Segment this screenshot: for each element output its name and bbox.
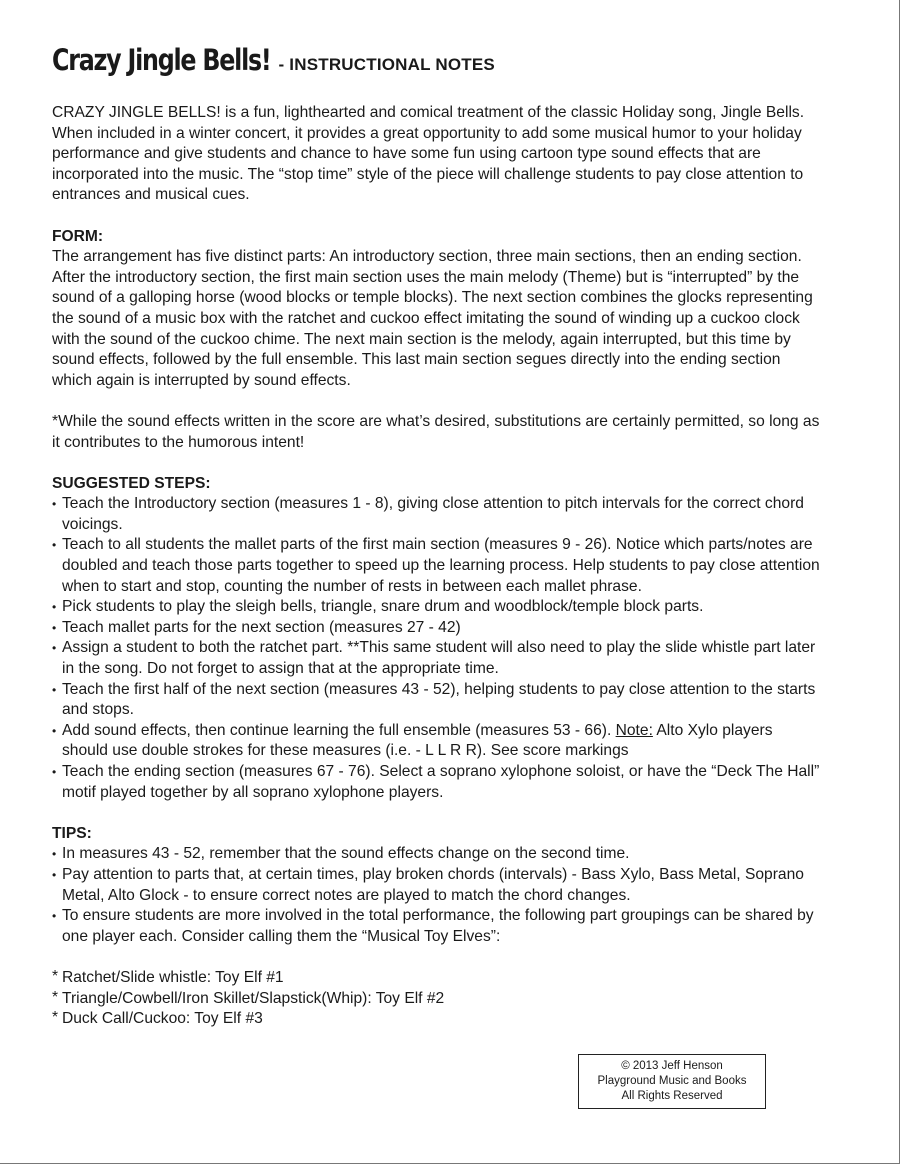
copyright-line: © 2013 Jeff Henson (621, 1060, 723, 1072)
copyright-line: Playground Music and Books (597, 1075, 747, 1087)
list-item: • Teach to all students the mallet parts of the first main section (measures 9 - 26). Notice which parts/notes are doubled and teach those parts together to speed up the learning process. Help students to pay close attention when to start and stop, counting the number of rests in between each mallet phrase. (52, 535, 822, 597)
substitution-note: *While the sound effects written in the score are what’s desired, substitutions are certainly permitted, so long as it contributes to the humorous intent! (52, 412, 820, 451)
copyright-line: All Rights Reserved (621, 1090, 723, 1102)
list-item: • Teach the first half of the next section (measures 43 - 52), helping students to pay close attention to the starts and stops. (52, 680, 822, 721)
intro-paragraph: CRAZY JINGLE BELLS! is a fun, lighthearted and comical treatment of the classic Holiday song, Jingle Bells. When included in a winter concert, it provides a great opportunity to add some musical humor to your holiday performance and give students and chance to have some fun using cartoon type sound effects that are incorporated into the music. The “stop time” style of the piece will challenge students to pay close attention to entrances and musical cues. (52, 104, 805, 204)
list-item: • Pick students to play the sleigh bells, triangle, snare drum and woodblock/temple block parts. (52, 597, 822, 618)
list-item: • Assign a student to both the ratchet part. **This same student will also need to play the slide whistle part later in the song. Do not forget to assign that at the appropriate time. (52, 638, 822, 679)
document-content (52, 43, 822, 1030)
note-label: Note: (615, 721, 653, 739)
list-item: * Duck Call/Cuckoo: Toy Elf #3 (52, 1009, 822, 1030)
list-item (52, 721, 822, 762)
list-item: * Triangle/Cowbell/Iron Skillet/Slapstick(Whip): Toy Elf #2 (52, 989, 822, 1010)
list-item: • Pay attention to parts that, at certain times, play broken chords (intervals) - Bass Xylo, Bass Metal, Soprano Metal, Alto Glock - to ensure correct notes are played to match the chord changes. (52, 865, 822, 906)
copyright-box (578, 1054, 766, 1109)
step-text: Alto Xylo players should use double strokes for these measures (i.e. - L L R R). See score markings (62, 721, 773, 760)
list-item: * Ratchet/Slide whistle: Toy Elf #1 (52, 968, 822, 989)
list-item: • Teach the Introductory section (measures 1 - 8), giving close attention to pitch intervals for the correct chord voicings. (52, 494, 822, 535)
tips-list (52, 844, 822, 947)
list-item: • To ensure students are more involved in the total performance, the following part groupings can be shared by one player each. Consider calling them the “Musical Toy Elves”: (52, 906, 822, 947)
tips-heading: TIPS: (52, 824, 92, 842)
form-paragraph: The arrangement has five distinct parts: An introductory section, three main sections, then an ending section. After the introductory section, the first main section uses the main melody (Theme) but is “interrupted” by the sound of a galloping horse (wood blocks or temple blocks). The next section combines the glocks representing the sound of a music box with the ratchet and cuckoo effect imitating the sound of winding up a cuckoo clock with the sound of the cuckoo chime. The next main section is the melody, again interrupted, but this time by sound effects, followed by the full ensemble. This last main section segues directly into the ending section which again is interrupted by sound effects. (52, 248, 813, 389)
page-subtitle: - INSTRUCTIONAL NOTES (278, 55, 495, 74)
page-title: Crazy Jingle Bells! (52, 43, 271, 77)
step-text: Add sound effects, then continue learning the full ensemble (measures 53 - 66). (62, 721, 616, 739)
list-item: • Teach mallet parts for the next section (measures 27 - 42) (52, 618, 822, 639)
steps-list (52, 494, 822, 803)
form-heading: FORM: (52, 227, 104, 245)
list-item: • Teach the ending section (measures 67 - 76). Select a soprano xylophone soloist, or have the “Deck The Hall” motif played together by all soprano xylophone players. (52, 762, 822, 803)
steps-heading: SUGGESTED STEPS: (52, 474, 211, 492)
toy-elf-list (52, 968, 822, 1030)
title-row (52, 43, 822, 90)
list-item: • In measures 43 - 52, remember that the sound effects change on the second time. (52, 844, 822, 865)
